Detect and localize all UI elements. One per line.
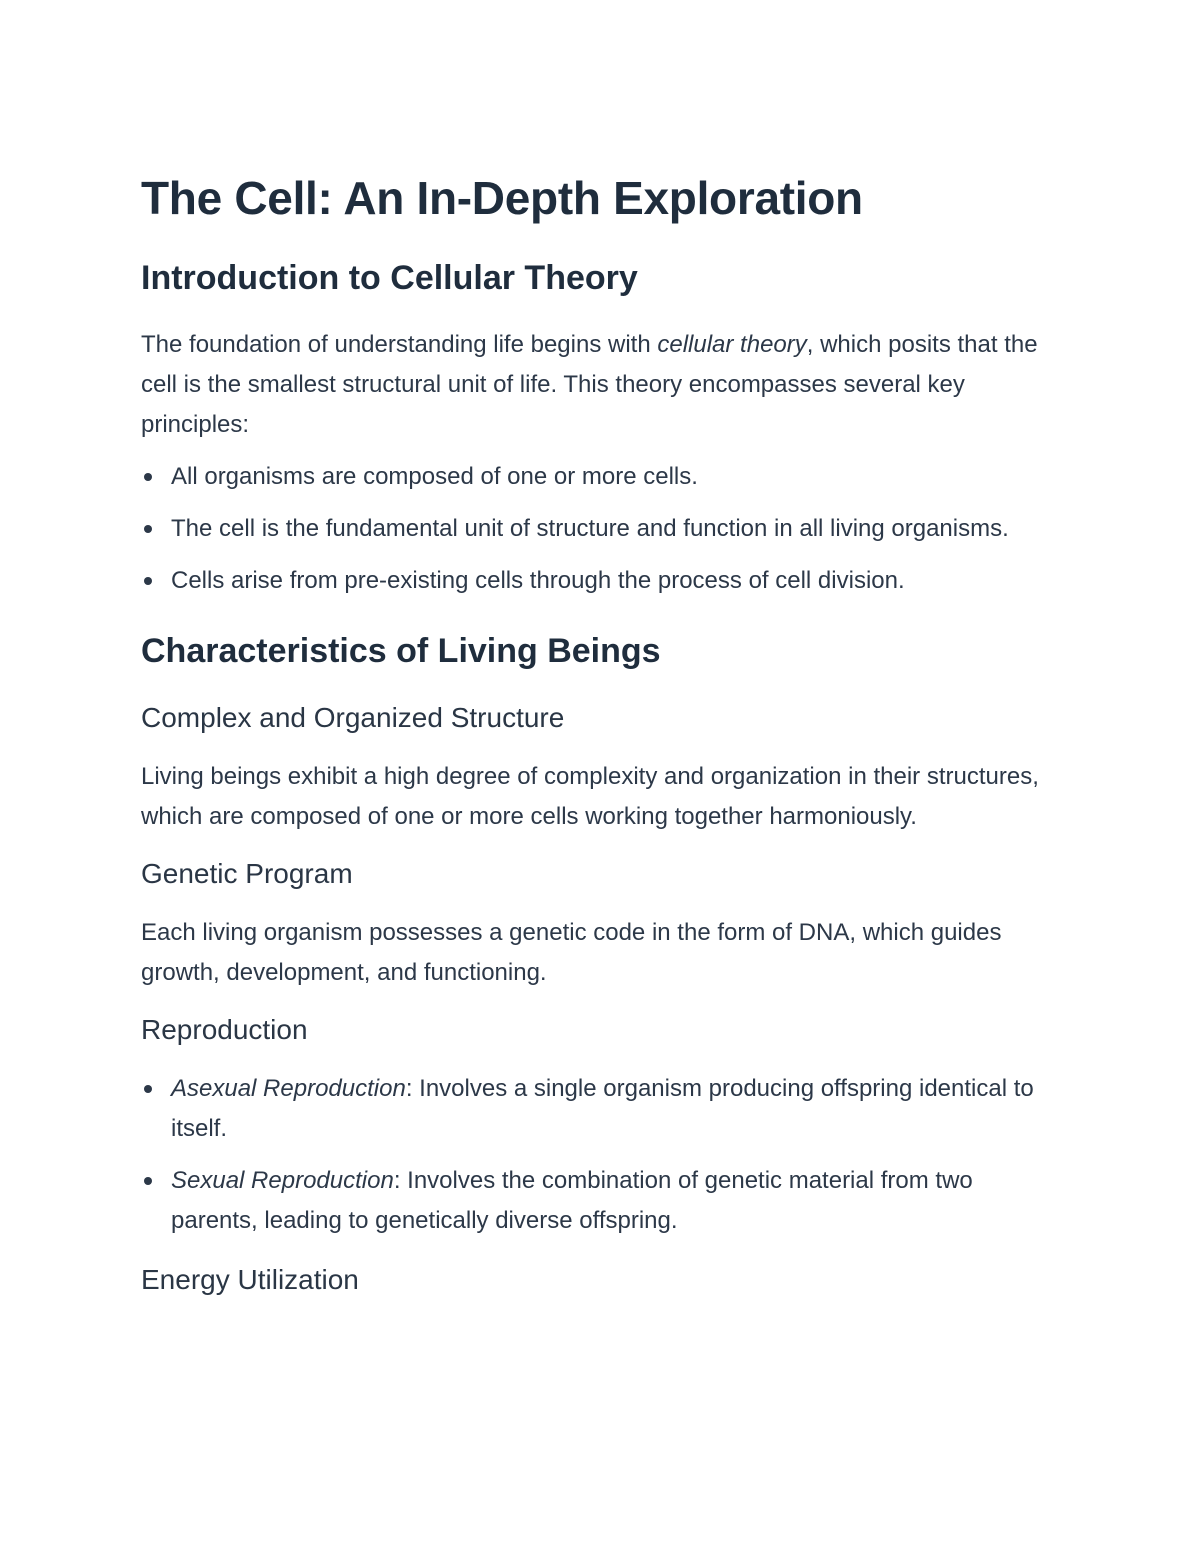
subheading-genetic-program: Genetic Program: [141, 858, 353, 889]
reproduction-list: [141, 1069, 1061, 1241]
principles-list: [141, 457, 1061, 601]
subheading-reproduction: Reproduction: [141, 1014, 308, 1045]
intro-paragraph: [141, 325, 1061, 445]
principle-text: All organisms are composed of one or more cells.: [171, 463, 698, 490]
list-item: [141, 509, 1061, 549]
list-item: [141, 457, 1061, 497]
bullet-icon: [144, 473, 152, 481]
reproduction-term: Asexual Reproduction: [171, 1075, 406, 1102]
section-heading-characteristics: Characteristics of Living Beings: [141, 632, 661, 670]
subheading-complex-structure: Complex and Organized Structure: [141, 702, 565, 733]
document-page: [141, 164, 1061, 1299]
intro-paragraph-end: , which posits that the cell is the smallest structural unit of life. This theory encompasses several key principles:: [141, 331, 1038, 438]
subheading-energy-utilization: Energy Utilization: [141, 1264, 359, 1295]
reproduction-description: : Involves the combination of genetic material from two parents, leading to genetically diverse offspring.: [171, 1167, 973, 1234]
document-title: The Cell: An In-Depth Exploration: [141, 172, 863, 224]
intro-paragraph-emphasis: cellular theory: [657, 331, 807, 358]
bullet-icon: [144, 577, 152, 585]
complex-structure-paragraph: Living beings exhibit a high degree of complexity and organization in their structures, which are composed of one or more cells working together harmoniously.: [141, 763, 1039, 830]
genetic-program-paragraph: Each living organism possesses a genetic code in the form of DNA, which guides growth, development, and functioning.: [141, 919, 1002, 986]
principle-text: Cells arise from pre-existing cells through the process of cell division.: [171, 567, 905, 594]
bullet-icon: [144, 1177, 152, 1185]
list-item: [141, 1069, 1061, 1149]
list-item: [141, 1161, 1061, 1241]
bullet-icon: [144, 1085, 152, 1093]
intro-paragraph-start: The foundation of understanding life begins with: [141, 331, 658, 358]
section-heading-introduction: Introduction to Cellular Theory: [141, 259, 638, 297]
reproduction-term: Sexual Reproduction: [171, 1167, 394, 1194]
list-item: [141, 561, 1061, 601]
reproduction-description: : Involves a single organism producing offspring identical to itself.: [171, 1075, 1034, 1142]
principle-text: The cell is the fundamental unit of structure and function in all living organisms.: [171, 515, 1009, 542]
bullet-icon: [144, 525, 152, 533]
